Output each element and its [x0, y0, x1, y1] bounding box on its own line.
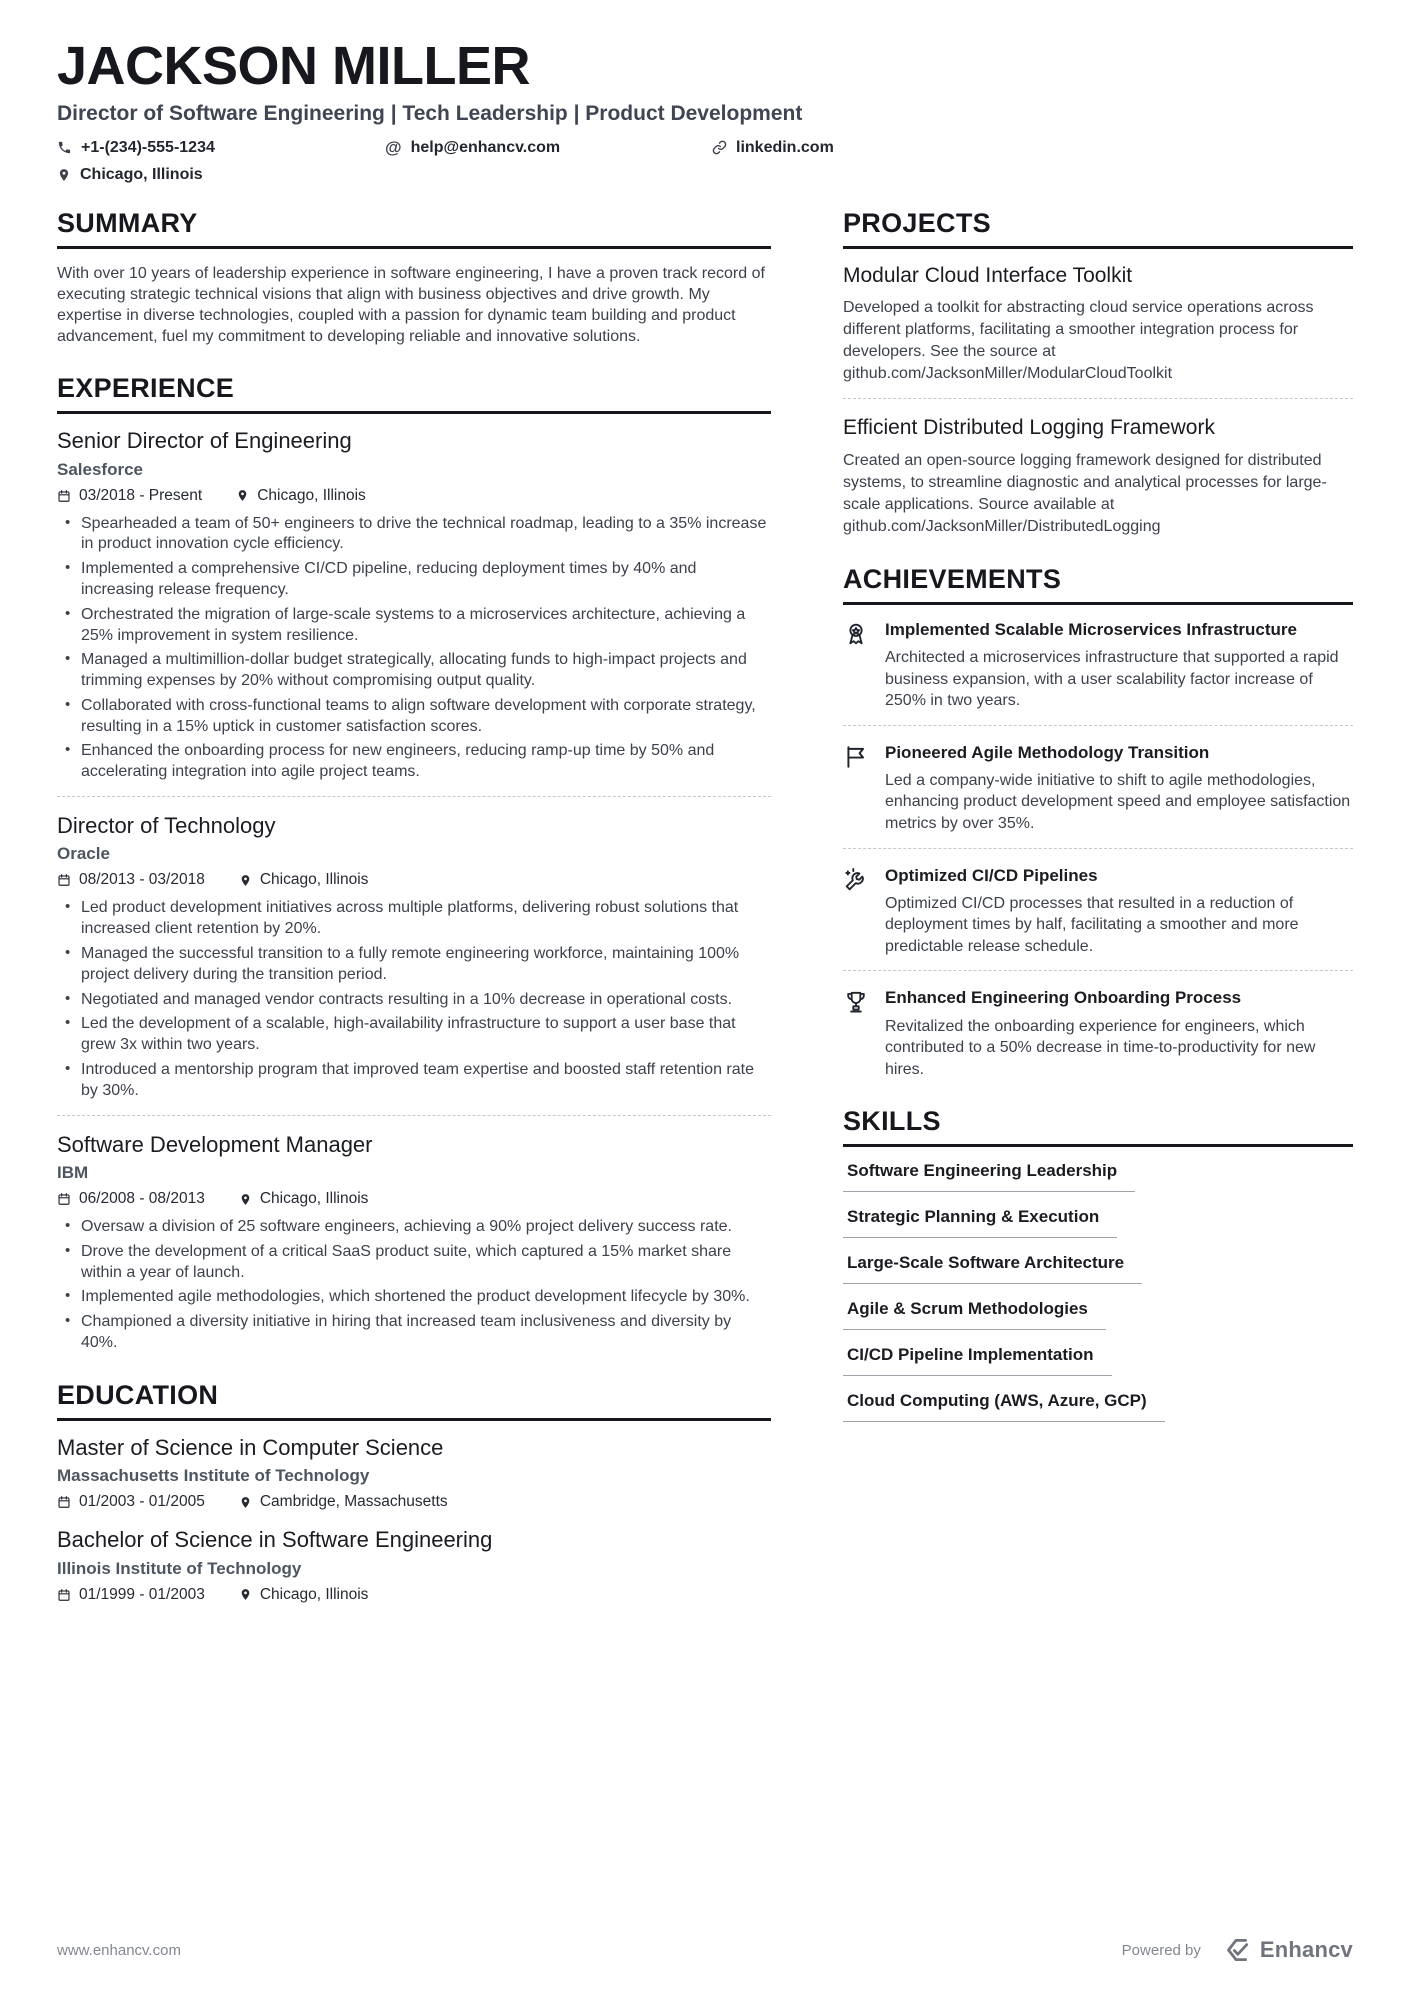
location-icon: [239, 1193, 252, 1206]
job-dates: 03/2018 - Present: [57, 487, 202, 505]
calendar-icon: [57, 1588, 71, 1602]
trophy-icon: [843, 987, 871, 1080]
job-bullets: [57, 514, 771, 784]
bullet-item: • Led the development of a scalable, high-availability infrastructure to support a user base that grew 3x within two years.: [57, 1014, 771, 1056]
company-name: Oracle: [57, 844, 110, 864]
bullet-item: • Managed a multimillion-dollar budget strategically, allocating funds to high-impact projects and trimming expenses by 20% without compromising output quality.: [57, 650, 771, 692]
job-title: Senior Director of Engineering: [57, 428, 352, 454]
bullet-item: • Implemented agile methodologies, which shortened the product development lifecycle by 30%.: [57, 1287, 771, 1308]
bullet-item: • Managed the successful transition to a fully remote engineering workforce, maintaining 100% project delivery during the transition period.: [57, 944, 771, 986]
location-icon: [236, 489, 249, 502]
section-achievements: [843, 564, 1353, 1081]
achievement-title: Optimized CI/CD Pipelines: [885, 865, 1098, 885]
job-bullets: [57, 1217, 771, 1354]
bullet-item: • Introduced a mentorship program that improved team expertise and boosted staff retention rate by 30%.: [57, 1060, 771, 1102]
education-location: Chicago, Illinois: [239, 1586, 369, 1604]
calendar-icon: [57, 489, 71, 503]
job-location: Chicago, Illinois: [236, 487, 366, 505]
bullet-item: • Orchestrated the migration of large-scale systems to a microservices architecture, achieving a 25% improvement in system resilience.: [57, 605, 771, 647]
skill-item: Software Engineering Leadership: [843, 1161, 1135, 1192]
bullet-item: • Oversaw a division of 25 software engineers, achieving a 90% project delivery success rate.: [57, 1217, 771, 1238]
bullet-item: • Collaborated with cross-functional teams to align software development with corporate strategy, resulting in a 15% uptick in customer satisfaction scores.: [57, 696, 771, 738]
section-skills: [843, 1106, 1353, 1437]
enhancv-brand-name: Enhancv: [1259, 1937, 1353, 1962]
contact-row: [57, 139, 1353, 184]
experience-entry: [57, 1132, 771, 1354]
job-dates: 06/2008 - 08/2013: [57, 1190, 205, 1208]
dashed-divider: [57, 796, 771, 797]
calendar-icon: [57, 873, 71, 887]
dashed-divider: [57, 1115, 771, 1116]
education-dates: 01/1999 - 01/2003: [57, 1586, 205, 1604]
achievement-title: Implemented Scalable Microservices Infrastructure: [885, 619, 1297, 639]
flag-icon: [843, 742, 871, 835]
phone-icon: [57, 140, 72, 155]
job-location: Chicago, Illinois: [239, 871, 369, 889]
project-title: Modular Cloud Interface Toolkit: [843, 263, 1133, 287]
job-location: Chicago, Illinois: [239, 1190, 369, 1208]
bullet-item: • Drove the development of a critical SaaS product suite, which captured a 15% market share within a year of launch.: [57, 1242, 771, 1284]
section-projects: [843, 208, 1353, 538]
education-heading: EDUCATION: [57, 1380, 771, 1421]
resume-body: [57, 208, 1353, 1630]
education-location: Cambridge, Massachusetts: [239, 1493, 448, 1511]
bullet-item: • Implemented a comprehensive CI/CD pipeline, reducing deployment times by 40% and increasing release frequency.: [57, 559, 771, 601]
degree-title: Master of Science in Computer Science: [57, 1434, 444, 1460]
contact-location: [57, 166, 385, 184]
job-meta: [57, 1190, 771, 1208]
skill-item: Agile & Scrum Methodologies: [843, 1299, 1106, 1330]
achievement-entry: [843, 742, 1353, 835]
email-icon: @: [385, 138, 402, 158]
skill-item: Large-Scale Software Architecture: [843, 1253, 1142, 1284]
section-summary: [57, 208, 771, 347]
enhancv-logo-icon: [1221, 1935, 1251, 1965]
contact-phone: [57, 139, 385, 157]
section-education: [57, 1380, 771, 1604]
education-entry: [57, 1527, 771, 1603]
dashed-divider: [843, 725, 1353, 726]
skills-heading: SKILLS: [843, 1106, 1353, 1147]
dashed-divider: [843, 398, 1353, 399]
skill-item: Strategic Planning & Execution: [843, 1207, 1117, 1238]
skill-item: CI/CD Pipeline Implementation: [843, 1345, 1112, 1376]
location-icon: [239, 1496, 252, 1509]
powered-by: [1122, 1935, 1353, 1965]
achievement-description: Optimized CI/CD processes that resulted in a reduction of deployment times by half, facilitating a smoother and more predictable release schedule.: [885, 894, 1299, 955]
job-bullets: [57, 898, 771, 1101]
achievement-entry: [843, 987, 1353, 1080]
resume-header: [57, 38, 1353, 184]
section-experience: [57, 373, 771, 1354]
link-text: linkedin.com: [736, 138, 834, 156]
project-entry: [843, 415, 1353, 538]
company-name: Salesforce: [57, 459, 143, 479]
school-name: Massachusetts Institute of Technology: [57, 1466, 370, 1486]
bullet-item: • Spearheaded a team of 50+ engineers to drive the technical roadmap, leading to a 35% increase in product innovation cycle efficiency.: [57, 514, 771, 556]
wrench-icon: [843, 865, 871, 958]
education-meta: [57, 1586, 771, 1604]
link-icon: [712, 140, 727, 155]
powered-by-label: Powered by: [1121, 1941, 1201, 1959]
bullet-item: • Enhanced the onboarding process for new engineers, reducing ramp-up time by 50% and accelerating integration into agile project teams.: [57, 741, 771, 783]
dashed-divider: [843, 970, 1353, 971]
job-dates: 08/2013 - 03/2018: [57, 871, 205, 889]
achievement-entry: [843, 865, 1353, 958]
project-description: Developed a toolkit for abstracting cloud service operations across different platforms, facilitating a smoother integration process for developers. See the source at github.com/JacksonMiller/ModularCloudToolkit: [843, 298, 1314, 383]
education-dates: 01/2003 - 01/2005: [57, 1493, 205, 1511]
contact-email[interactable]: [385, 139, 712, 157]
project-description: Created an open-source logging framework designed for distributed systems, to streamline diagnostic and analytical processes for large-scale applications. Source available at github.com/JacksonMiller/DistributedLogging: [843, 451, 1327, 535]
website-link[interactable]: www.enhancv.com: [57, 1941, 181, 1959]
page-footer: [57, 1935, 1353, 1965]
education-entry: [57, 1435, 771, 1511]
bullet-item: • Championed a diversity initiative in hiring that increased team inclusiveness and diversity by 40%.: [57, 1312, 771, 1354]
location-icon: [239, 1588, 252, 1601]
left-column: [57, 208, 771, 1630]
experience-entry: [57, 813, 771, 1102]
job-meta: [57, 487, 771, 505]
achievement-content: [885, 987, 1353, 1080]
company-name: IBM: [57, 1163, 89, 1183]
job-title: Director of Technology: [57, 813, 276, 839]
contact-link[interactable]: [712, 139, 1353, 157]
candidate-name: JACKSON MILLER: [57, 36, 531, 96]
experience-heading: EXPERIENCE: [57, 373, 771, 414]
location-text: Chicago, Illinois: [80, 165, 203, 183]
bullet-item: • Negotiated and managed vendor contracts resulting in a 10% decrease in operational costs.: [57, 990, 771, 1011]
achievement-content: [885, 619, 1353, 712]
achievement-title: Pioneered Agile Methodology Transition: [885, 742, 1210, 762]
job-title: Software Development Manager: [57, 1131, 373, 1157]
enhancv-logo[interactable]: [1221, 1935, 1353, 1965]
project-title: Efficient Distributed Logging Framework: [843, 416, 1215, 440]
achievement-description: Led a company-wide initiative to shift to agile methodologies, enhancing product development speed and employee satisfaction metrics by over 35%.: [885, 771, 1351, 832]
projects-heading: PROJECTS: [843, 208, 1353, 249]
calendar-icon: [57, 1192, 71, 1206]
education-meta: [57, 1493, 771, 1511]
degree-title: Bachelor of Science in Software Engineering: [57, 1527, 493, 1553]
school-name: Illinois Institute of Technology: [57, 1558, 302, 1578]
location-icon: [57, 168, 71, 182]
achievement-description: Revitalized the onboarding experience for engineers, which contributed to a 50% decrease in time-to-productivity for new hires.: [885, 1017, 1316, 1078]
project-entry: [843, 263, 1353, 386]
dashed-divider: [843, 848, 1353, 849]
medal-icon: [843, 619, 871, 712]
location-icon: [239, 874, 252, 887]
phone-number: +1-(234)-555-1234: [81, 138, 215, 156]
summary-heading: SUMMARY: [57, 208, 771, 249]
achievement-description: Architected a microservices infrastructure that supported a rapid business expansion, with a user scalability factor increase of 250% in two years.: [885, 648, 1339, 710]
calendar-icon: [57, 1495, 71, 1509]
experience-entry: [57, 428, 771, 783]
achievement-content: [885, 742, 1353, 835]
achievement-content: [885, 865, 1353, 958]
achievement-title: Enhanced Engineering Onboarding Process: [885, 988, 1242, 1008]
bullet-item: • Led product development initiatives across multiple platforms, delivering robust solutions that increased client retention by 20%.: [57, 898, 771, 940]
achievements-heading: ACHIEVEMENTS: [843, 564, 1353, 605]
skill-item: Cloud Computing (AWS, Azure, GCP): [843, 1391, 1165, 1422]
summary-text: With over 10 years of leadership experience in software engineering, I have a proven track record of executing strategic technical visions that align with business objectives and drive growth. My expertise in diverse technologies, coupled with a passion for dynamic team building and product advancement, fuel my commitment to developing reliable and innovative solutions.: [57, 264, 765, 346]
candidate-headline: Director of Software Engineering | Tech Leadership | Product Development: [57, 101, 803, 125]
right-column: [843, 208, 1353, 1630]
achievement-entry: [843, 619, 1353, 712]
job-meta: [57, 871, 771, 889]
email-address: help@enhancv.com: [410, 138, 561, 156]
skills-list: [843, 1161, 1353, 1437]
